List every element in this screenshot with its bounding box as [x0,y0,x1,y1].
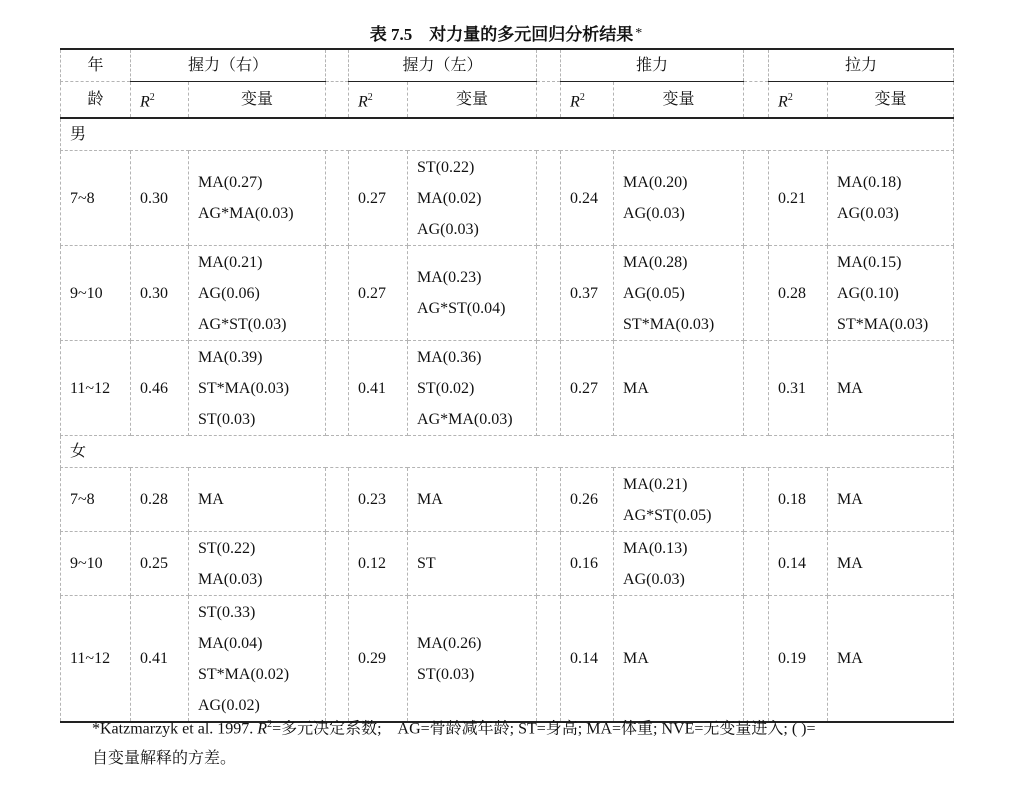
gap-cell [326,532,349,596]
var-line: MA [623,650,649,668]
vars-cell [408,532,537,596]
header-group-grip-left: 握力（左） [349,49,537,82]
r2-cell: 0.41 [131,596,189,723]
header-group-grip-right: 握力（右） [131,49,326,82]
gap-cell [537,151,561,246]
var-line: ST*MA(0.03) [623,315,715,333]
var-line: MA [837,491,863,509]
var-line: MA(0.27) [198,174,263,192]
age-cell: 9~10 [61,246,131,341]
header-r2-label [769,82,828,119]
r2-cell: 0.16 [561,532,614,596]
footnote-r-letter: R [257,720,268,738]
header-r2-exp: 2 [579,92,585,103]
age-cell: 7~8 [61,468,131,532]
header-var-label: 变量 [614,82,744,119]
var-line: MA [198,491,224,509]
header-var-label: 变量 [189,82,326,119]
header-gap [744,82,769,119]
r2-cell: 0.23 [349,468,408,532]
header-r2-letter: R [358,93,368,111]
table-title-text: 表 7.5 对力量的多元回归分析结果 [369,25,634,44]
header-r2-exp: 2 [367,92,373,103]
footnote-definitions: =多元决定系数; AG=骨龄减年龄; ST=身高; MA=体重; NVE=无变量进入; ( )= [272,720,816,738]
var-line: AG(0.05) [623,284,685,302]
table-row [61,246,954,341]
footnote-line-1 [92,710,952,744]
var-line: MA(0.15) [837,253,902,271]
vars-cell [828,596,954,723]
var-line: MA(0.21) [198,253,263,271]
var-line: MA(0.13) [623,539,688,557]
footnote-line-2: 自变量解释的方差。 [92,750,237,768]
vars-cell [828,341,954,436]
r2-cell: 0.14 [769,532,828,596]
r2-cell: 0.29 [349,596,408,723]
vars-cell [189,596,326,723]
vars-cell [614,596,744,723]
header-r2-label [561,82,614,119]
r2-cell: 0.30 [131,151,189,246]
vars-cell [828,532,954,596]
vars-cell [189,468,326,532]
gap-cell [326,341,349,436]
var-line: AG*MA(0.03) [198,205,294,223]
gap-cell [537,468,561,532]
header-r2-letter: R [140,93,150,111]
var-line: MA(0.02) [417,189,482,207]
gap-cell [326,596,349,723]
var-line: ST*MA(0.03) [198,379,290,397]
header-age-top: 年 [61,49,131,82]
header-r2-label [349,82,408,119]
var-line: ST [417,555,436,573]
section-row [61,436,954,468]
vars-cell [614,341,744,436]
gap-cell [744,596,769,723]
var-line: AG*MA(0.03) [417,410,513,428]
var-line: MA [837,379,863,397]
vars-cell [614,468,744,532]
age-cell: 11~12 [61,596,131,723]
r2-cell: 0.12 [349,532,408,596]
var-line: AG(0.03) [623,205,685,223]
r2-cell: 0.31 [769,341,828,436]
var-line: ST(0.22) [417,158,475,176]
header-gap [326,49,349,82]
var-line: ST(0.02) [417,379,475,397]
var-line: AG*ST(0.03) [198,315,287,333]
footnote-source: *Katzmarzyk et al. 1997. [92,720,258,738]
var-line: MA(0.28) [623,253,688,271]
r2-cell: 0.28 [769,246,828,341]
var-line: MA [837,650,863,668]
header-gap [744,49,769,82]
var-line: ST*MA(0.03) [837,315,929,333]
section-label: 男 [61,118,954,151]
var-line: AG(0.03) [417,220,479,238]
gap-cell [744,151,769,246]
var-line: AG*ST(0.05) [623,506,712,524]
vars-cell [408,341,537,436]
table-title-mark: * [635,26,643,41]
r2-cell: 0.14 [561,596,614,723]
vars-cell [189,532,326,596]
header-r2-letter: R [570,93,580,111]
r2-cell: 0.37 [561,246,614,341]
header-r2-letter: R [778,93,788,111]
var-line: ST(0.03) [198,410,256,428]
footnote [92,710,952,774]
age-cell: 11~12 [61,341,131,436]
r2-cell: 0.24 [561,151,614,246]
r2-cell: 0.27 [561,341,614,436]
var-line: MA(0.03) [198,570,263,588]
vars-cell [614,151,744,246]
r2-cell: 0.41 [349,341,408,436]
var-line: AG(0.10) [837,284,899,302]
vars-cell [408,596,537,723]
var-line: MA [837,555,863,573]
vars-cell [614,532,744,596]
age-cell: 9~10 [61,532,131,596]
table-row [61,532,954,596]
table-row [61,596,954,723]
vars-cell [828,468,954,532]
section-label: 女 [61,436,954,468]
var-line: MA(0.23) [417,269,482,287]
vars-cell [614,246,744,341]
var-line: MA(0.21) [623,475,688,493]
header-row-1 [61,49,954,82]
gap-cell [744,246,769,341]
vars-cell [408,151,537,246]
var-line: AG*ST(0.04) [417,300,506,318]
header-r2-exp: 2 [787,92,793,103]
var-line: AG(0.06) [198,284,260,302]
var-line: MA [623,379,649,397]
var-line: MA(0.36) [417,348,482,366]
var-line: AG(0.03) [623,570,685,588]
header-r2-label [131,82,189,119]
var-line: ST(0.22) [198,539,256,557]
var-line: MA(0.04) [198,634,263,652]
gap-cell [537,532,561,596]
vars-cell [828,246,954,341]
var-line: MA [417,491,443,509]
vars-cell [189,341,326,436]
gap-cell [744,341,769,436]
r2-cell: 0.28 [131,468,189,532]
table-row [61,341,954,436]
gap-cell [744,532,769,596]
var-line: MA(0.26) [417,634,482,652]
gap-cell [537,596,561,723]
gap-cell [326,151,349,246]
header-var-label: 变量 [828,82,954,119]
gap-cell [326,468,349,532]
header-var-label: 变量 [408,82,537,119]
gap-cell [326,246,349,341]
r2-cell: 0.19 [769,596,828,723]
r2-cell: 0.27 [349,246,408,341]
r2-cell: 0.25 [131,532,189,596]
table-row [61,468,954,532]
r2-cell: 0.46 [131,341,189,436]
vars-cell [408,468,537,532]
regression-table [60,48,954,723]
table-row [61,151,954,246]
header-gap [537,82,561,119]
vars-cell [189,151,326,246]
footnote-r-exp: 2 [267,719,273,730]
section-row [61,118,954,151]
var-line: MA(0.39) [198,348,263,366]
gap-cell [537,246,561,341]
vars-cell [408,246,537,341]
r2-cell: 0.21 [769,151,828,246]
r2-cell: 0.27 [349,151,408,246]
header-gap [537,49,561,82]
var-line: ST*MA(0.02) [198,665,290,683]
age-cell: 7~8 [61,151,131,246]
header-gap [326,82,349,119]
var-line: MA(0.18) [837,174,902,192]
vars-cell [189,246,326,341]
var-line: AG(0.02) [198,696,260,714]
r2-cell: 0.18 [769,468,828,532]
header-group-pull: 拉力 [769,49,954,82]
table-title [0,20,1012,45]
r2-cell: 0.26 [561,468,614,532]
gap-cell [744,468,769,532]
var-line: ST(0.33) [198,603,256,621]
r2-cell: 0.30 [131,246,189,341]
header-age-bottom: 龄 [61,82,131,119]
var-line: ST(0.03) [417,665,475,683]
header-group-push: 推力 [561,49,744,82]
vars-cell [828,151,954,246]
var-line: MA(0.20) [623,174,688,192]
header-row-2 [61,82,954,119]
gap-cell [537,341,561,436]
var-line: AG(0.03) [837,205,899,223]
header-r2-exp: 2 [149,92,155,103]
